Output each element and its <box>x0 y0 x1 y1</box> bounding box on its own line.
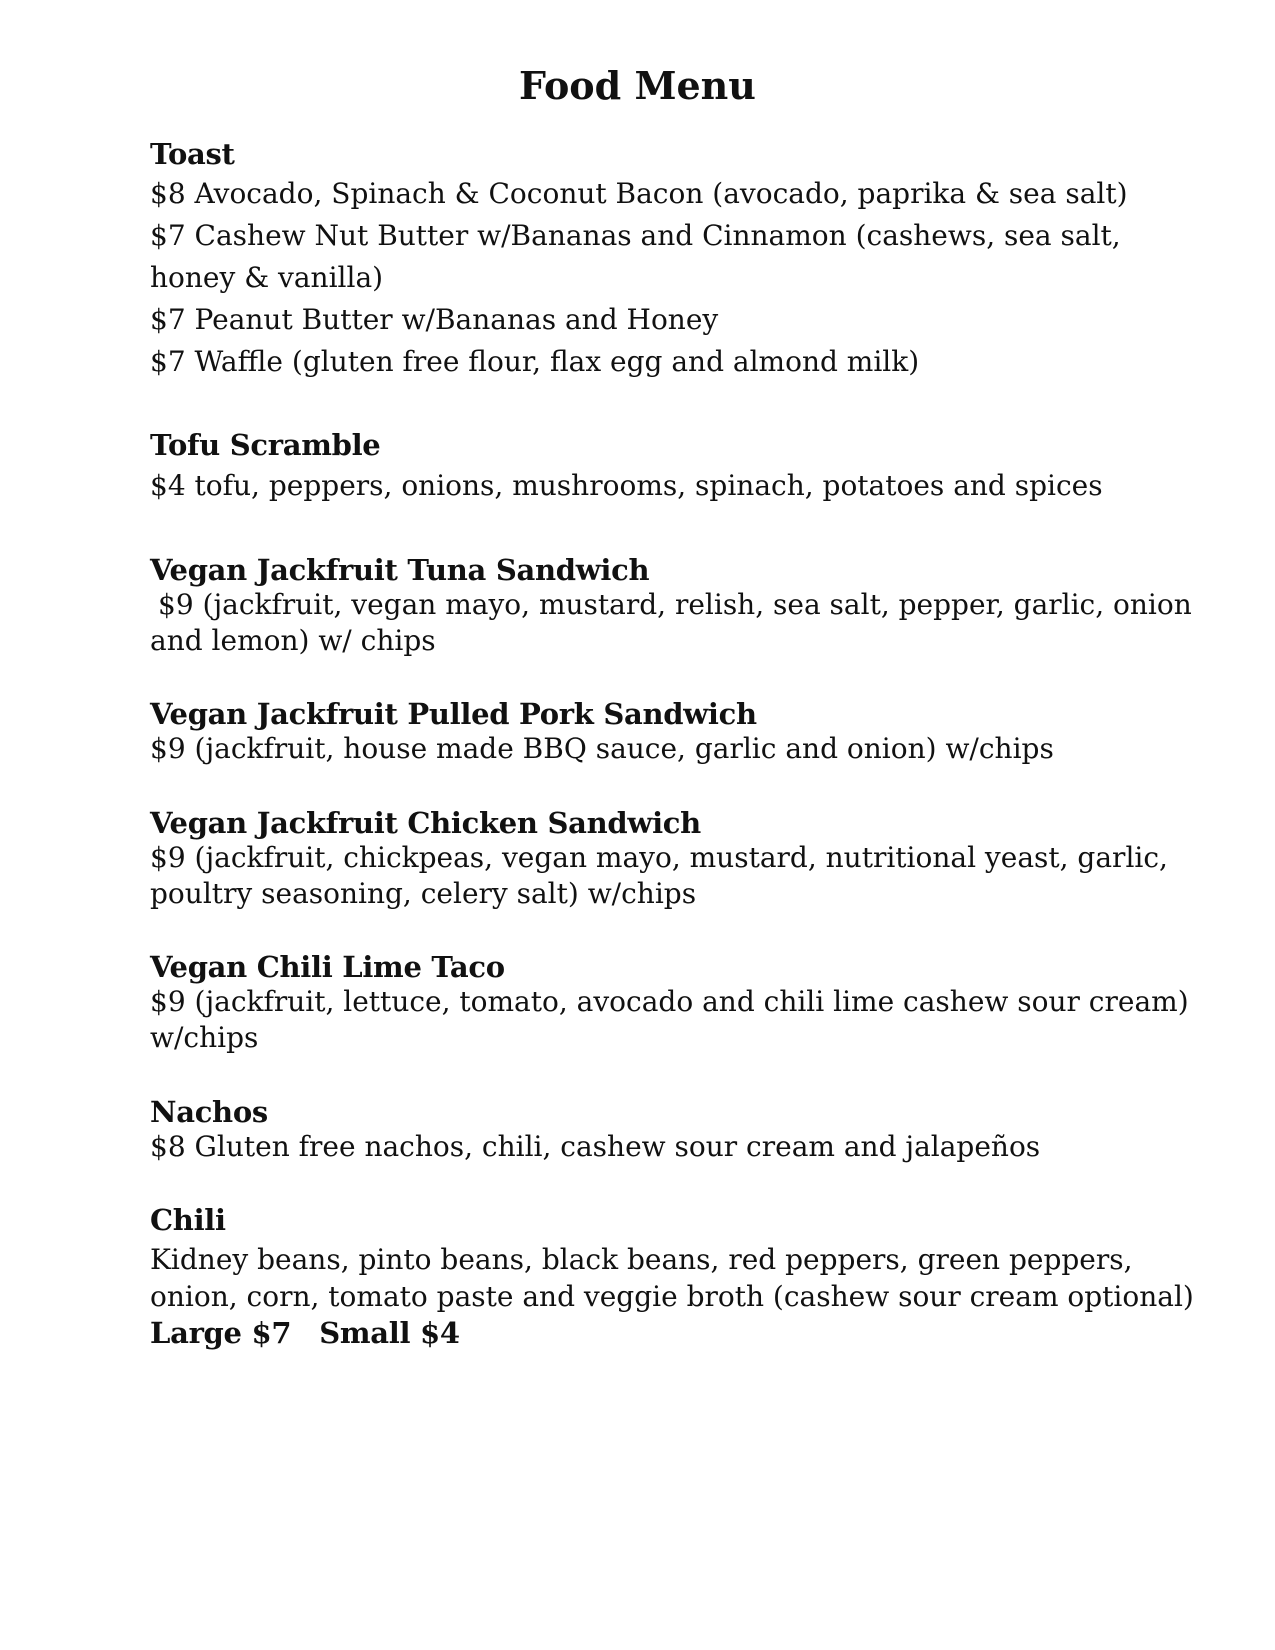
item-price: $9 <box>150 985 186 1018</box>
item-description: (jackfruit, chickpeas, vegan mayo, mustard, nutritional yeast, garlic, <box>194 841 1168 874</box>
item-description: Cashew Nut Butter w/Bananas and Cinnamon (cashews, sea salt, <box>194 219 1121 252</box>
menu-item <box>150 176 1150 212</box>
item-price: $8 <box>150 177 186 210</box>
item-price: $7 <box>150 219 186 252</box>
menu-item <box>150 344 1150 380</box>
menu-item <box>150 731 1150 767</box>
section-heading-chili: Chili <box>150 1203 226 1237</box>
item-price: $7 <box>150 345 186 378</box>
menu-item <box>150 218 1150 254</box>
section-heading-toast: Toast <box>150 137 235 171</box>
section-heading-nachos: Nachos <box>150 1095 268 1129</box>
item-price: $9 <box>150 732 186 765</box>
menu-item <box>150 1129 1150 1165</box>
chili-small-price: Small $4 <box>319 1316 460 1350</box>
item-description-continued: w/chips <box>150 1021 259 1054</box>
item-price: $8 <box>150 1130 186 1163</box>
item-description-continued: and lemon) w/ chips <box>150 624 436 657</box>
item-description: (jackfruit, house made BBQ sauce, garlic and onion) w/chips <box>194 732 1054 765</box>
item-price: $9 <box>150 841 186 874</box>
chili-large-price: Large $7 <box>150 1316 292 1350</box>
item-price: $7 <box>150 303 186 336</box>
item-description: Gluten free nachos, chili, cashew sour cream and jalapeños <box>194 1130 1041 1163</box>
menu-item <box>150 468 1150 504</box>
item-description: (jackfruit, vegan mayo, mustard, relish, sea salt, pepper, garlic, onion <box>202 588 1192 621</box>
section-heading-chili-lime-taco: Vegan Chili Lime Taco <box>150 950 505 984</box>
section-heading-pulled-pork-sandwich: Vegan Jackfruit Pulled Pork Sandwich <box>150 697 757 731</box>
section-heading-tofu-scramble: Tofu Scramble <box>150 428 381 462</box>
page-title: Food Menu <box>519 63 756 108</box>
section-heading-chicken-sandwich: Vegan Jackfruit Chicken Sandwich <box>150 806 701 840</box>
item-description: Waffle (gluten free flour, flax egg and almond milk) <box>194 345 920 378</box>
item-price: $4 <box>150 469 186 502</box>
item-description: Peanut Butter w/Bananas and Honey <box>194 303 719 336</box>
menu-item <box>150 302 1150 338</box>
item-description: Kidney beans, pinto beans, black beans, red peppers, green peppers, <box>150 1243 1133 1276</box>
menu-item <box>150 984 1189 1020</box>
item-description-continued: honey & vanilla) <box>150 261 384 294</box>
item-price: $9 <box>158 588 194 621</box>
section-heading-tuna-sandwich: Vegan Jackfruit Tuna Sandwich <box>150 553 650 587</box>
menu-item <box>150 840 1168 876</box>
item-description: (jackfruit, lettuce, tomato, avocado and chili lime cashew sour cream) <box>194 985 1189 1018</box>
item-description-continued: onion, corn, tomato paste and veggie broth (cashew sour cream optional) <box>150 1280 1194 1313</box>
item-description: tofu, peppers, onions, mushrooms, spinach, potatoes and spices <box>194 469 1103 502</box>
menu-item <box>158 587 1192 623</box>
chili-sizes <box>150 1315 1150 1351</box>
item-description-continued: poultry seasoning, celery salt) w/chips <box>150 877 697 910</box>
item-description: Avocado, Spinach & Coconut Bacon (avocado, paprika & sea salt) <box>194 177 1128 210</box>
